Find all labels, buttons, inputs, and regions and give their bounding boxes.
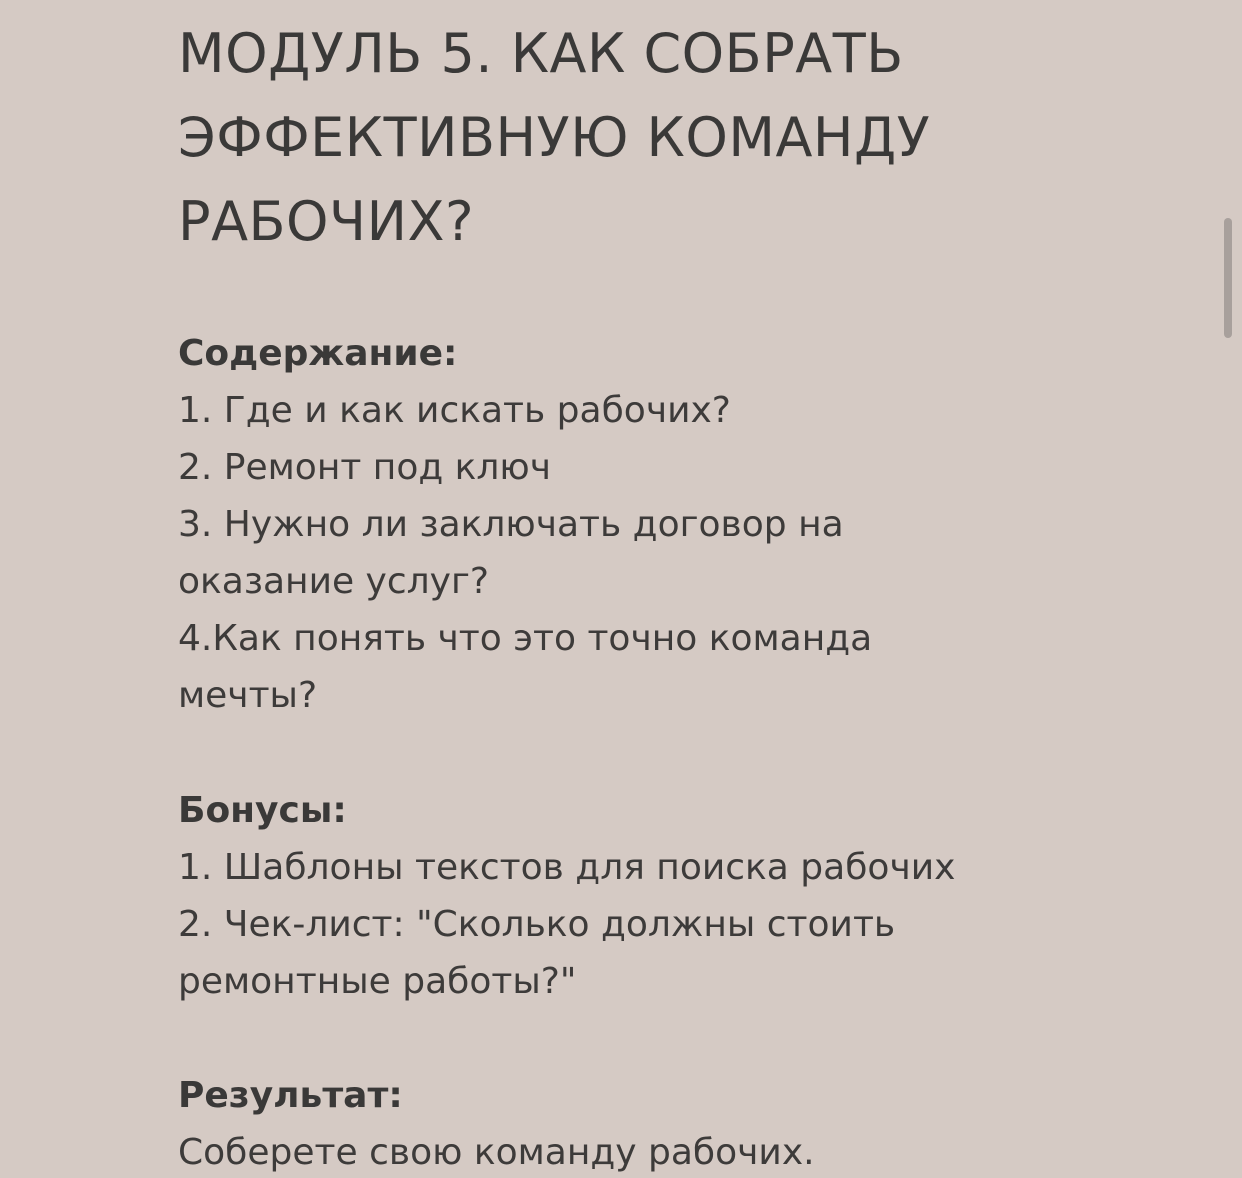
contents-line: 1. Где и как искать рабочих? <box>178 390 731 431</box>
bonuses-line: 1. Шаблоны текстов для поиска рабочих <box>178 847 956 888</box>
contents-heading: Содержание: <box>178 333 458 374</box>
module-title-line: МОДУЛЬ 5. КАК СОБРАТЬ <box>178 22 904 85</box>
contents-line: оказание услуг? <box>178 561 489 602</box>
module-title-line: РАБОЧИХ? <box>178 190 475 253</box>
bonuses-line: ремонтные работы?" <box>178 961 577 1002</box>
contents-line: мечты? <box>178 675 318 716</box>
module-title-line: ЭФФЕКТИВНУЮ КОМАНДУ <box>178 106 931 169</box>
bonuses-section <box>178 782 1178 1010</box>
bonuses-heading: Бонусы: <box>178 790 347 831</box>
result-line: Соберете свою команду рабочих. <box>178 1132 815 1173</box>
contents-line: 2. Ремонт под ключ <box>178 447 552 488</box>
contents-line: 3. Нужно ли заключать договор на <box>178 504 844 545</box>
bonuses-line: 2. Чек-лист: "Сколько должны стоить <box>178 904 896 945</box>
scrollbar-thumb[interactable] <box>1224 218 1232 338</box>
contents-line: 4.Как понять что это точно команда <box>178 618 873 659</box>
result-section <box>178 1067 1178 1178</box>
result-heading: Результат: <box>178 1075 403 1116</box>
contents-section <box>178 325 1178 724</box>
module-title <box>178 12 1178 264</box>
